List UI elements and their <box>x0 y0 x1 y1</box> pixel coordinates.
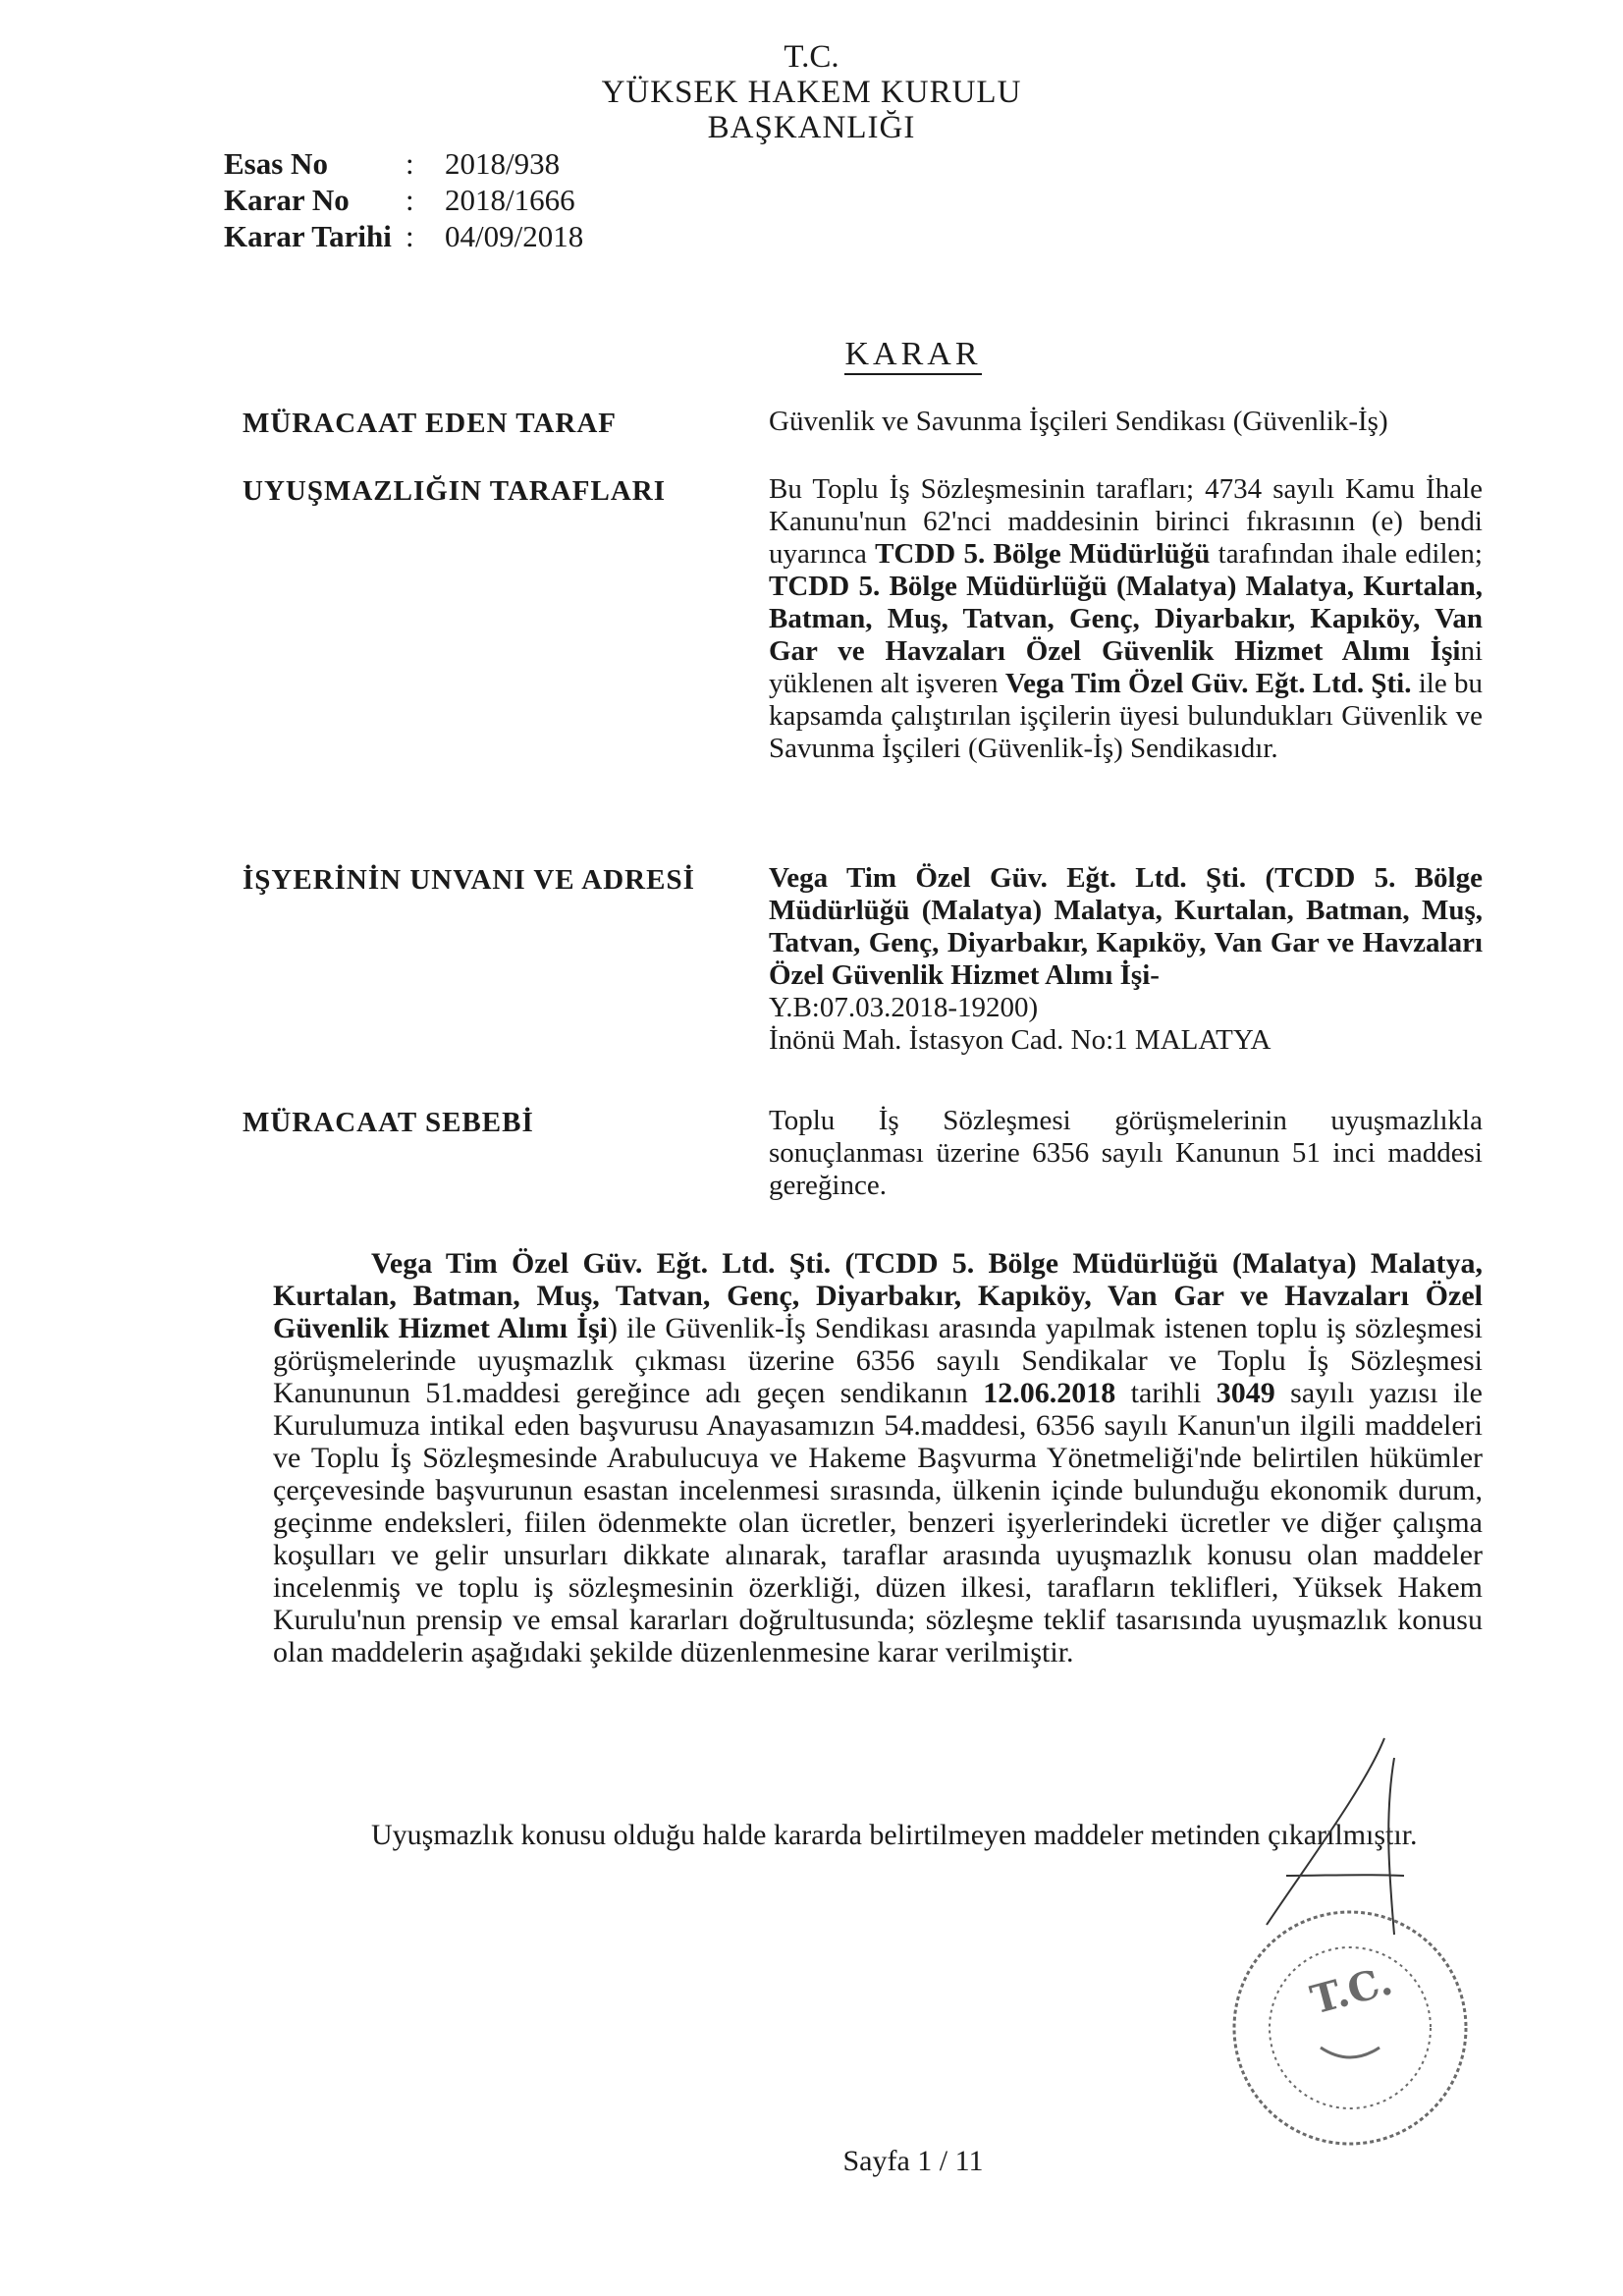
meta-label: Esas No <box>224 146 328 181</box>
meta-esas-row <box>224 145 583 182</box>
case-meta <box>224 145 583 254</box>
meta-label: Karar Tarihi <box>224 219 392 253</box>
body-paragraph-2: Uyuşmazlık konusu olduğu halde kararda belirtilmeyen maddeler metinden çıkarılmıştır. <box>371 1819 1418 1851</box>
stamp-text: T.C. <box>1306 1957 1397 2024</box>
parties-bold: TCDD 5. Bölge Müdürlüğü (Malatya) Malatya, Kurtalan, Batman, Muş, Tatvan, Genç, Diyarbakır, Kapıköy, Van Gar ve Havzaları Özel Güvenlik Hizmet Alımı İşi <box>769 571 1483 667</box>
section-value-applicant: Güvenlik ve Savunma İşçileri Sendikası (Güvenlik-İş) <box>769 406 1388 437</box>
parties-bold: Vega Tim Özel Güv. Eğt. Ltd. Şti. <box>1004 668 1412 699</box>
document-title <box>0 336 1623 373</box>
header-office: BAŞKANLIĞI <box>707 110 916 145</box>
parties-text: ni yüklenen alt işveren <box>769 635 1483 699</box>
section-label-applicant: MÜRACAAT EDEN TARAF <box>243 408 617 439</box>
meta-karar-row <box>224 182 583 218</box>
section-label-reason: MÜRACAAT SEBEBİ <box>243 1107 534 1138</box>
workplace-address: İnönü Mah. İstasyon Cad. No:1 MALATYA <box>769 1024 1271 1056</box>
title-text: KARAR <box>844 336 981 375</box>
body-text: tarihli <box>1115 1377 1217 1409</box>
header-tc: T.C. <box>784 39 839 75</box>
body-bold-date: 12.06.2018 <box>983 1377 1116 1409</box>
body-paragraph-1 <box>273 1247 1483 1668</box>
section-label-parties: UYUŞMAZLIĞIN TARAFLARI <box>243 475 667 507</box>
meta-value: 04/09/2018 <box>445 219 584 253</box>
parties-text: tarafından ihale edilen; <box>1210 538 1483 570</box>
body-bold-number: 3049 <box>1216 1377 1275 1409</box>
official-stamp <box>1213 1900 1488 2156</box>
page-number: Sayfa 1 / 11 <box>842 2145 984 2177</box>
body-bold: Vega Tim Özel Güv. Eğt. Ltd. Şti. (TCDD 5. Bölge Müdürlüğü (Malatya) Malatya, Kurtalan, Batman, Muş, Tatvan, Genç, Diyarbakır, Kapıköy, Van Gar ve Havzaları Özel Güvenlik Hizmet Alımı İşi <box>273 1247 1483 1344</box>
body-text: ) ile Güvenlik-İş Sendikası arasında yapılmak istenen toplu iş sözleşmesi görüşmelerinde uyuşmazlık çıkması üzerine 6356 sayılı Sendikalar ve Toplu İş Sözleşmesi Kanununun 51.maddesi gereğince adı geçen sendikanın <box>273 1312 1483 1409</box>
section-value-workplace <box>769 862 1483 1057</box>
meta-label: Karar No <box>224 183 350 217</box>
meta-value: 2018/938 <box>445 146 561 181</box>
parties-bold: TCDD 5. Bölge Müdürlüğü <box>875 538 1211 570</box>
meta-colon: : <box>406 219 414 253</box>
header-institution: YÜKSEK HAKEM KURULU <box>601 75 1022 110</box>
section-label-workplace: İŞYERİNİN UNVANI VE ADRESİ <box>243 864 695 896</box>
meta-tarih-row <box>224 218 583 254</box>
body-text: sayılı yazısı ile Kurulumuza intikal eden başvurusu Anayasamızın 54.maddesi, 6356 sayılı Kanun'un ilgili maddeleri ve Toplu İş Sözleşmesinde Arabulucuya ve Hakeme Başvurma Yönetmeliği'nde belirtilen hükümler çerçevesinde başvurunun esastan incelenmesi sırasında, ülkenin içinde bulunduğu ekonomik durum, geçinme endeksleri, fiilen ödenmekte olan ücretler, benzeri işyerlerindeki ücretler ve diğer çalışma koşulları ve gelir unsurları dikkate alınarak, taraflar arasında uyuşmazlık konusu olan maddeler incelenmiş ve toplu iş sözleşmesinin özerkliği, düzen ilkesi, tarafların teklifleri, Yüksek Hakem Kurulu'nun prensip ve emsal kararları doğrultusunda; sözleşme teklif tasarısında uyuşmazlık konusu olan maddelerin aşağıdaki şekilde düzenlenmesine karar verilmiştir. <box>273 1377 1483 1668</box>
section-value-parties <box>769 473 1483 765</box>
parties-text: Bu Toplu İş Sözleşmesinin tarafları; 4734 sayılı Kamu İhale Kanunu'nun 62'nci maddesinin birinci fıkrasının (e) bendi uyarınca <box>769 473 1483 570</box>
workplace-ref: Y.B:07.03.2018-19200) <box>769 992 1039 1023</box>
section-value-reason: Toplu İş Sözleşmesi görüşmelerinin uyuşmazlıkla sonuçlanması üzerine 6356 sayılı Kanunun 51 inci maddesi gereğince. <box>769 1105 1483 1201</box>
workplace-name: Vega Tim Özel Güv. Eğt. Ltd. Şti. (TCDD 5. Bölge Müdürlüğü (Malatya) Malatya, Kurtalan, Batman, Muş, Tatvan, Genç, Diyarbakır, Kapıköy, Van Gar ve Havzaları Özel Güvenlik Hizmet Alımı İşi- <box>769 862 1483 991</box>
parties-text: ile bu kapsamda çalıştırılan işçilerin üyesi bulundukları Güvenlik ve Savunma İşçileri (Güvenlik-İş) Sendikasıdır. <box>769 668 1483 764</box>
meta-value: 2018/1666 <box>445 183 575 217</box>
meta-colon: : <box>406 183 414 217</box>
meta-colon: : <box>406 146 414 181</box>
